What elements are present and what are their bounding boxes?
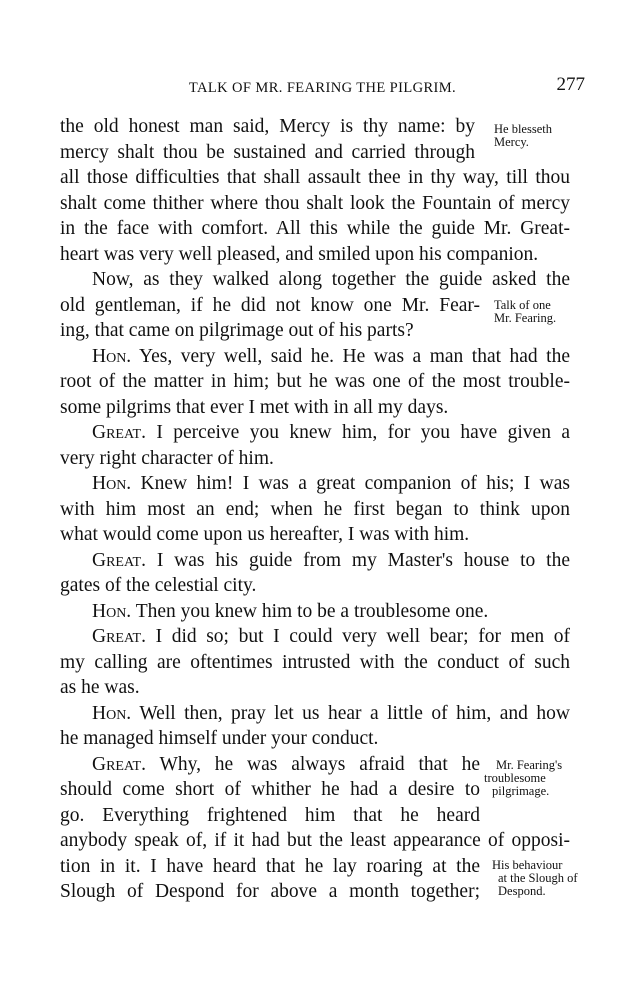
text-line: with him most an end; when he first began to think upon bbox=[60, 499, 570, 520]
speaker-label: Hon. bbox=[92, 601, 132, 622]
sidenote-line: at the Slough of bbox=[498, 871, 578, 885]
text-line: go. Everything frightened him that he heard bbox=[60, 805, 480, 826]
text-line: Slough of Despond for above a month together; bbox=[60, 881, 480, 902]
text-line: in the face with comfort. All this while the guide Mr. Great- bbox=[60, 218, 570, 239]
text-line: should come short of whither he had a desire to bbox=[60, 779, 480, 800]
sidenote-line: Mr. Fearing. bbox=[494, 311, 557, 325]
sidenote-line: His behaviour bbox=[492, 858, 563, 872]
text-line: Now, as they walked along together the guide asked the bbox=[92, 269, 570, 290]
text-line: Hon. Then you knew him to be a troublesome one. bbox=[92, 601, 489, 622]
text-line: as he was. bbox=[60, 677, 140, 698]
text-line: some pilgrims that ever I met with in all my days. bbox=[60, 397, 449, 418]
text-line: mercy shalt thou be sustained and carried through bbox=[60, 142, 475, 163]
text-line: anybody speak of, if it had but the least appearance of opposi- bbox=[60, 830, 570, 851]
text-line: Hon. Well then, pray let us hear a little of him, and how bbox=[92, 703, 570, 724]
text-line: Hon. Yes, very well, said he. He was a man that had the bbox=[92, 346, 570, 367]
text-line: he managed himself under your conduct. bbox=[60, 728, 379, 749]
text-line: shalt come thither where thou shalt look the Fountain of mercy bbox=[60, 193, 570, 214]
running-head: TALK OF MR. FEARING THE PILGRIM. bbox=[188, 80, 457, 96]
text-line: all those difficulties that shall assault thee in thy way, till thou bbox=[60, 167, 570, 188]
text-line: my calling are oftentimes intrusted with the conduct of such bbox=[60, 652, 570, 673]
sidenote-fearing-troublesome-pilgrimage bbox=[484, 759, 590, 798]
text-line: Great. I was his guide from my Master's house to the bbox=[92, 550, 570, 571]
speaker-label: Great. bbox=[92, 550, 146, 571]
text-line: tion in it. I have heard that he lay roaring at the bbox=[60, 856, 480, 877]
sidenote-line: Talk of one bbox=[494, 298, 551, 312]
text-line: Great. I perceive you knew him, for you have given a bbox=[92, 422, 570, 443]
sidenote-line: Mercy. bbox=[494, 135, 529, 149]
text-line: ing, that came on pilgrimage out of his parts? bbox=[60, 320, 414, 341]
page-header bbox=[60, 74, 585, 102]
text-line: very right character of him. bbox=[60, 448, 274, 469]
text-line: gates of the celestial city. bbox=[60, 575, 257, 596]
sidenote-line: pilgrimage. bbox=[492, 784, 550, 798]
text-line: Great. I did so; but I could very well bear; for men of bbox=[92, 626, 570, 647]
page-number: 277 bbox=[556, 74, 585, 95]
sidenote-line: He blesseth bbox=[494, 122, 552, 136]
speaker-label: Great. bbox=[92, 626, 146, 647]
speaker-label: Hon. bbox=[92, 473, 132, 494]
text-line: the old honest man said, Mercy is thy name: by bbox=[60, 116, 475, 137]
sidenote-line: Despond. bbox=[498, 884, 546, 898]
speaker-label: Great. bbox=[92, 754, 146, 775]
speaker-label: Hon. bbox=[92, 346, 132, 367]
text-line: old gentleman, if he did not know one Mr. Fear- bbox=[60, 295, 480, 316]
sidenote-talk-of-mr-fearing bbox=[494, 299, 600, 325]
text-line: what would come upon us hereafter, I was with him. bbox=[60, 524, 470, 545]
speaker-label: Great. bbox=[92, 422, 146, 443]
text-line: Hon. Knew him! I was a great companion of his; I was bbox=[92, 473, 570, 494]
sidenote-line: troublesome bbox=[484, 771, 546, 785]
sidenote-behaviour-slough-of-despond bbox=[492, 859, 598, 898]
sidenote-line: Mr. Fearing's bbox=[496, 758, 563, 772]
text-line: Great. Why, he was always afraid that he bbox=[92, 754, 480, 775]
text-line: heart was very well pleased, and smiled upon his companion. bbox=[60, 244, 539, 265]
sidenote-he-blesseth-mercy bbox=[494, 123, 600, 149]
text-line: root of the matter in him; but he was one of the most trouble- bbox=[60, 371, 570, 392]
speaker-label: Hon. bbox=[92, 703, 132, 724]
